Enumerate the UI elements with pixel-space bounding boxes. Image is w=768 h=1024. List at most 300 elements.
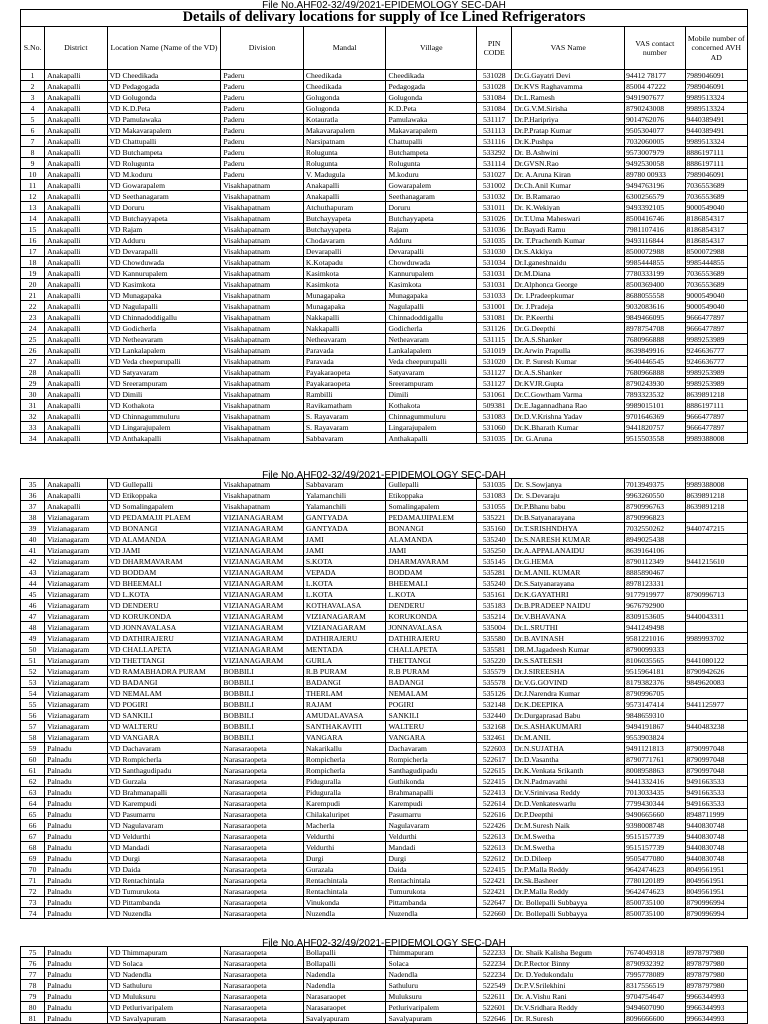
cell-vas: Dr.GVSN.Rao: [512, 158, 625, 169]
cell-location: VD Makavarapalem: [107, 125, 221, 136]
cell-district: Vizianagaram: [45, 578, 107, 589]
cell-location: VD Butchampeta: [107, 147, 221, 158]
cell-location: VD K.D.Peta: [107, 103, 221, 114]
cell-vas: Dr. B.Ramarao: [512, 191, 625, 202]
cell-pin: 531117: [477, 114, 512, 125]
cell-location: VD ALAMANDA: [107, 534, 221, 545]
cell-vas: Dr.B.Satyanarayana: [512, 512, 625, 523]
cell-vas-contact: 8790996823: [625, 512, 685, 523]
cell-vas-contact: 7680966888: [625, 334, 685, 345]
cell-location: VD Pasumarru: [107, 809, 221, 820]
cell-location: VD Nagulapalli: [107, 301, 221, 312]
cell-district: Palnadu: [45, 798, 107, 809]
cell-sno: 79: [21, 991, 45, 1002]
cell-mandal: THERLAM: [303, 688, 386, 699]
cell-pin: 535145: [477, 556, 512, 567]
cell-pin: 535183: [477, 600, 512, 611]
cell-mandal: Butchayyapeta: [303, 224, 386, 235]
cell-sno: 21: [21, 290, 45, 301]
cell-vas-contact: 9573007979: [625, 147, 685, 158]
cell-vas: Dr. S.Sowjanya: [512, 479, 625, 490]
cell-mandal: Piduguralla: [303, 787, 386, 798]
table-row: [21, 1002, 748, 1013]
cell-sno: 33: [21, 422, 45, 433]
table-row: [21, 677, 748, 688]
cell-location: VD Lingarajupalem: [107, 422, 221, 433]
cell-location: VD BHEEMALI: [107, 578, 221, 589]
cell-division: VIZIANAGARAM: [221, 633, 304, 644]
cell-district: Anakapalli: [45, 202, 107, 213]
cell-district: Vizianagaram: [45, 710, 107, 721]
cell-division: Visakhapatnam: [221, 323, 304, 334]
table-row: [21, 958, 748, 969]
cell-village: Kannurupalem: [386, 268, 477, 279]
cell-vas: Dr. B.Ashwini: [512, 147, 625, 158]
cell-location: VD JAMI: [107, 545, 221, 556]
cell-vas-contact: 9515964181: [625, 666, 685, 677]
cell-pin: 522614: [477, 798, 512, 809]
cell-pin: 531055: [477, 501, 512, 512]
cell-avh: 9440747215: [685, 523, 748, 534]
cell-vas-contact: 7013949375: [625, 479, 685, 490]
cell-district: Anakapalli: [45, 235, 107, 246]
cell-vas-contact: 8500735100: [625, 897, 685, 908]
cell-vas: Dr. A.Vishu Rani: [512, 991, 625, 1002]
cell-location: VD Somalingapalem: [107, 501, 221, 512]
cell-avh: 9989993702: [685, 633, 748, 644]
cell-district: Anakapalli: [45, 257, 107, 268]
cell-village: Durgi: [386, 853, 477, 864]
cell-location: VD Doruru: [107, 202, 221, 213]
cell-mandal: Munagapaka: [303, 290, 386, 301]
cell-village: Sathuluru: [386, 980, 477, 991]
cell-location: VD DENDERU: [107, 600, 221, 611]
cell-avh: 7989046091: [685, 169, 748, 180]
cell-district: Palnadu: [45, 1002, 107, 1013]
cell-pin: 522234: [477, 958, 512, 969]
cell-vas: Dr.G.Deepthi: [512, 323, 625, 334]
cell-avh: [685, 578, 748, 589]
cell-mandal: Kasimkota: [303, 279, 386, 290]
cell-village: Godicherla: [386, 323, 477, 334]
table-row: [21, 644, 748, 655]
cell-district: Anakapalli: [45, 312, 107, 323]
cell-location: VD Santhagudipadu: [107, 765, 221, 776]
cell-sno: 71: [21, 875, 45, 886]
cell-district: Anakapalli: [45, 345, 107, 356]
cell-sno: 31: [21, 400, 45, 411]
cell-mandal: V. Madugula: [303, 169, 386, 180]
cell-vas: Dr.M.ANIL KUMAR: [512, 567, 625, 578]
cell-mandal: Sabbavaram: [303, 433, 386, 444]
cell-mandal: Ravikamatham: [303, 400, 386, 411]
cell-mandal: VEPADA: [303, 567, 386, 578]
cell-village: Rompicherla: [386, 754, 477, 765]
cell-vas: Dr. Shaik Kalisha Begum: [512, 947, 625, 958]
cell-district: Palnadu: [45, 787, 107, 798]
cell-vas: DR.M.Jagadeesh Kumar: [512, 644, 625, 655]
cell-vas-contact: 8790112349: [625, 556, 685, 567]
cell-mandal: Kasimkota: [303, 268, 386, 279]
cell-district: Palnadu: [45, 969, 107, 980]
table-row: [21, 688, 748, 699]
cell-location: VD Sreerampuram: [107, 378, 221, 389]
cell-mandal: Netheavaram: [303, 334, 386, 345]
cell-division: Visakhapatnam: [221, 411, 304, 422]
cell-vas: Dr.A.S.Shanker: [512, 334, 625, 345]
cell-mandal: S.KOTA: [303, 556, 386, 567]
cell-vas-contact: 9505304077: [625, 125, 685, 136]
cell-mandal: Rentachintala: [303, 886, 386, 897]
cell-pin: 522647: [477, 897, 512, 908]
table-row: [21, 70, 748, 81]
cell-division: BOBBILI: [221, 732, 304, 743]
cell-avh: 9666477897: [685, 422, 748, 433]
cell-district: Palnadu: [45, 809, 107, 820]
cell-district: Palnadu: [45, 820, 107, 831]
cell-village: Sreerampuram: [386, 378, 477, 389]
cell-sno: 13: [21, 202, 45, 213]
cell-location: VD Rompicherla: [107, 754, 221, 765]
cell-mandal: Bollapalli: [303, 958, 386, 969]
cell-location: VD Etikoppaka: [107, 490, 221, 501]
cell-pin: 522660: [477, 908, 512, 919]
cell-district: Palnadu: [45, 875, 107, 886]
cell-village: Rolugunta: [386, 158, 477, 169]
cell-mandal: JAMI: [303, 545, 386, 556]
cell-vas-contact: 9985444855: [625, 257, 685, 268]
cell-division: VIZIANAGARAM: [221, 644, 304, 655]
cell-vas-contact: 8978123331: [625, 578, 685, 589]
cell-pin: 535240: [477, 534, 512, 545]
cell-sno: 60: [21, 754, 45, 765]
cell-village: Cheedikada: [386, 70, 477, 81]
cell-mandal: VIZIANAGARAM: [303, 611, 386, 622]
cell-sno: 34: [21, 433, 45, 444]
cell-district: Palnadu: [45, 743, 107, 754]
cell-sno: 40: [21, 534, 45, 545]
table-row: [21, 875, 748, 886]
cell-pin: 531035: [477, 235, 512, 246]
cell-mandal: VIZIANAGARAM: [303, 622, 386, 633]
cell-pin: 531084: [477, 92, 512, 103]
cell-avh: 8948711999: [685, 809, 748, 820]
cell-division: VIZIANAGARAM: [221, 600, 304, 611]
cell-sno: 3: [21, 92, 45, 103]
cell-location: VD Lankalapalem: [107, 345, 221, 356]
table-row: [21, 345, 748, 356]
cell-district: Anakapalli: [45, 136, 107, 147]
cell-district: Vizianagaram: [45, 589, 107, 600]
cell-mandal: Anakapalli: [303, 180, 386, 191]
cell-vas-contact: 9581221016: [625, 633, 685, 644]
cell-vas: Dr.P.Bhanu babu: [512, 501, 625, 512]
cell-district: Anakapalli: [45, 389, 107, 400]
cell-pin: 531020: [477, 356, 512, 367]
cell-vas-contact: 85004 47222: [625, 81, 685, 92]
table-row: [21, 721, 748, 732]
cell-avh: 9246636777: [685, 356, 748, 367]
cell-location: VD Karempudi: [107, 798, 221, 809]
cell-mandal: Paravada: [303, 356, 386, 367]
cell-mandal: VANGARA: [303, 732, 386, 743]
cell-village: Seethanagaram: [386, 191, 477, 202]
cell-division: BOBBILI: [221, 677, 304, 688]
cell-village: Munagapaka: [386, 290, 477, 301]
cell-avh: 8639891218: [685, 501, 748, 512]
cell-pin: 522415: [477, 776, 512, 787]
cell-mandal: S. Rayavaram: [303, 411, 386, 422]
cell-mandal: Golugonda: [303, 92, 386, 103]
cell-district: Palnadu: [45, 991, 107, 1002]
cell-sno: 15: [21, 224, 45, 235]
cell-vas: Dr.V.Srinivasa Reddy: [512, 787, 625, 798]
cell-avh: 9440830748: [685, 831, 748, 842]
cell-vas: Dr.C.Gowtham Varma: [512, 389, 625, 400]
cell-vas: Dr.P.Malla Reddy: [512, 886, 625, 897]
cell-sno: 26: [21, 345, 45, 356]
table-row: [21, 246, 748, 257]
table-row: [21, 600, 748, 611]
cell-district: Anakapalli: [45, 180, 107, 191]
cell-location: VD Pamulawaka: [107, 114, 221, 125]
cell-vas-contact: 9515157739: [625, 831, 685, 842]
cell-vas-contact: 9515157739: [625, 842, 685, 853]
cell-avh: 7989046091: [685, 81, 748, 92]
cell-district: Palnadu: [45, 864, 107, 875]
cell-village: Satyavaram: [386, 367, 477, 378]
cell-avh: 8500072988: [685, 246, 748, 257]
cell-district: Anakapalli: [45, 70, 107, 81]
cell-division: Narasaraopeta: [221, 864, 304, 875]
table-row: [21, 312, 748, 323]
cell-vas-contact: 8106035565: [625, 655, 685, 666]
cell-vas-contact: 9493392105: [625, 202, 685, 213]
cell-pin: 531083: [477, 411, 512, 422]
cell-avh: 9246636777: [685, 345, 748, 356]
cell-division: BOBBILI: [221, 721, 304, 732]
cell-village: POGIRI: [386, 699, 477, 710]
cell-pin: 535220: [477, 655, 512, 666]
cell-sno: 5: [21, 114, 45, 125]
cell-pin: 535579: [477, 666, 512, 677]
table-row: [21, 323, 748, 334]
cell-mandal: Sabbavaram: [303, 479, 386, 490]
cell-division: Visakhapatnam: [221, 490, 304, 501]
table-row: [21, 279, 748, 290]
cell-sno: 77: [21, 969, 45, 980]
cell-avh: 9000549040: [685, 301, 748, 312]
cell-vas-contact: 8500072988: [625, 246, 685, 257]
cell-pin: 522613: [477, 842, 512, 853]
cell-vas: Dr.M.ANIL: [512, 732, 625, 743]
cell-village: Petlurivaripalem: [386, 1002, 477, 1013]
cell-vas-contact: 7674049318: [625, 947, 685, 958]
cell-vas: Dr. K.Wekiyan: [512, 202, 625, 213]
cell-district: Anakapalli: [45, 301, 107, 312]
cell-district: Anakapalli: [45, 400, 107, 411]
cell-village: Pittambanda: [386, 897, 477, 908]
cell-vas: Dr. P.Keerthi: [512, 312, 625, 323]
cell-pin: 522646: [477, 1013, 512, 1024]
cell-location: VD Solaca: [107, 958, 221, 969]
cell-village: Muluksuru: [386, 991, 477, 1002]
cell-district: Anakapalli: [45, 290, 107, 301]
cell-division: VIZIANAGARAM: [221, 556, 304, 567]
cell-location: VD Dimili: [107, 389, 221, 400]
cell-avh: 9989513324: [685, 103, 748, 114]
cell-sno: 78: [21, 980, 45, 991]
cell-vas-contact: 6300256579: [625, 191, 685, 202]
cell-district: Anakapalli: [45, 433, 107, 444]
cell-vas-contact: 8790996705: [625, 688, 685, 699]
cell-vas: Dr.J.Narendra Kumar: [512, 688, 625, 699]
cell-vas-contact: 8639849916: [625, 345, 685, 356]
cell-district: Anakapalli: [45, 334, 107, 345]
cell-avh: 8790996994: [685, 897, 748, 908]
cell-pin: 531115: [477, 334, 512, 345]
cell-vas: Dr.K.Venkata Srikanth: [512, 765, 625, 776]
cell-avh: 9989513324: [685, 92, 748, 103]
cell-location: VD Adduru: [107, 235, 221, 246]
cell-division: Narasaraopeta: [221, 787, 304, 798]
cell-location: VD VANGARA: [107, 732, 221, 743]
cell-mandal: Rompicherla: [303, 754, 386, 765]
cell-village: Chinnadoddigallu: [386, 312, 477, 323]
cell-division: Visakhapatnam: [221, 345, 304, 356]
cell-division: VIZIANAGARAM: [221, 534, 304, 545]
table-body: [21, 70, 748, 444]
cell-avh: 8790996713: [685, 589, 748, 600]
cell-district: Palnadu: [45, 947, 107, 958]
cell-sno: 37: [21, 501, 45, 512]
cell-vas-contact: 9573147414: [625, 699, 685, 710]
cell-district: Vizianagaram: [45, 611, 107, 622]
cell-vas: Dr.T.SRISHNDHYA: [512, 523, 625, 534]
cell-division: Narasaraopeta: [221, 1013, 304, 1024]
cell-pin: 535250: [477, 545, 512, 556]
cell-pin: 522421: [477, 886, 512, 897]
cell-mandal: Nadendla: [303, 969, 386, 980]
cell-sno: 4: [21, 103, 45, 114]
cell-vas: Dr.S.Akkiya: [512, 246, 625, 257]
cell-avh: 9666477897: [685, 411, 748, 422]
cell-vas: Dr.I.ganeshnaidu: [512, 257, 625, 268]
cell-division: Narasaraopeta: [221, 908, 304, 919]
cell-avh: 9440830748: [685, 820, 748, 831]
cell-mandal: Payakaraopeta: [303, 367, 386, 378]
cell-mandal: L.KOTA: [303, 589, 386, 600]
cell-pin: 522601: [477, 1002, 512, 1013]
cell-division: Visakhapatnam: [221, 290, 304, 301]
cell-mandal: JAMI: [303, 534, 386, 545]
cell-pin: 532461: [477, 732, 512, 743]
cell-district: Palnadu: [45, 776, 107, 787]
cell-district: Anakapalli: [45, 246, 107, 257]
cell-district: Anakapalli: [45, 279, 107, 290]
cell-avh: 7989046091: [685, 70, 748, 81]
cell-village: Doruru: [386, 202, 477, 213]
cell-sno: 75: [21, 947, 45, 958]
cell-vas-contact: 89780 00933: [625, 169, 685, 180]
cell-vas-contact: 8790243008: [625, 103, 685, 114]
table-header: [21, 27, 748, 70]
cell-mandal: Nadendla: [303, 980, 386, 991]
cell-division: Visakhapatnam: [221, 213, 304, 224]
cell-sno: 65: [21, 809, 45, 820]
cell-avh: [685, 567, 748, 578]
table-body: [21, 479, 748, 919]
cell-vas-contact: 9505477080: [625, 853, 685, 864]
cell-sno: 70: [21, 864, 45, 875]
cell-avh: [685, 644, 748, 655]
cell-avh: 9989253989: [685, 367, 748, 378]
cell-pin: 531127: [477, 367, 512, 378]
table-row: [21, 699, 748, 710]
cell-vas: Dr.L.Ramesh: [512, 92, 625, 103]
cell-division: VIZIANAGARAM: [221, 567, 304, 578]
table-row: [21, 411, 748, 422]
cell-mandal: DATHIRAJERU: [303, 633, 386, 644]
cell-division: Paderu: [221, 169, 304, 180]
cell-division: VIZIANAGARAM: [221, 523, 304, 534]
cell-sno: 81: [21, 1013, 45, 1024]
cell-pin: 531011: [477, 202, 512, 213]
cell-location: VD M.koduru: [107, 169, 221, 180]
cell-pin: 535581: [477, 644, 512, 655]
header-avh: Mobile number of concerned AVH AD: [685, 27, 748, 70]
cell-village: BADANGI: [386, 677, 477, 688]
cell-pin: 535161: [477, 589, 512, 600]
cell-vas-contact: 9494763196: [625, 180, 685, 191]
cell-mandal: Paravada: [303, 345, 386, 356]
cell-sno: 68: [21, 842, 45, 853]
cell-division: Narasaraopeta: [221, 980, 304, 991]
cell-vas-contact: 7032550262: [625, 523, 685, 534]
cell-division: Visakhapatnam: [221, 191, 304, 202]
table-row: [21, 864, 748, 875]
cell-vas-contact: 9492530058: [625, 158, 685, 169]
cell-avh: 8790996994: [685, 908, 748, 919]
cell-division: VIZIANAGARAM: [221, 622, 304, 633]
cell-vas-contact: 8500416746: [625, 213, 685, 224]
cell-vas: Dr.Arwin Prapulla: [512, 345, 625, 356]
cell-vas-contact: 9491121813: [625, 743, 685, 754]
cell-pin: 535221: [477, 512, 512, 523]
cell-sno: 18: [21, 257, 45, 268]
cell-vas-contact: 9515503558: [625, 433, 685, 444]
cell-sno: 47: [21, 611, 45, 622]
cell-village: Dimili: [386, 389, 477, 400]
cell-pin: 522426: [477, 820, 512, 831]
cell-mandal: Munagapaka: [303, 301, 386, 312]
cell-vas-contact: 9989015101: [625, 400, 685, 411]
cell-division: Visakhapatnam: [221, 279, 304, 290]
cell-village: Chinnagummuluru: [386, 411, 477, 422]
cell-mandal: Devarapalli: [303, 246, 386, 257]
cell-vas: Dr.D.Venkateswarlu: [512, 798, 625, 809]
table-row: [21, 136, 748, 147]
cell-vas: Dr.KVS Raghavamma: [512, 81, 625, 92]
cell-vas-contact: 8790099333: [625, 644, 685, 655]
cell-division: Paderu: [221, 136, 304, 147]
table-row: [21, 400, 748, 411]
cell-village: Rajam: [386, 224, 477, 235]
cell-avh: 8978797980: [685, 969, 748, 980]
cell-pin: 535578: [477, 677, 512, 688]
cell-vas: Dr.K.Bharath Kumar: [512, 422, 625, 433]
cell-pin: 535126: [477, 688, 512, 699]
